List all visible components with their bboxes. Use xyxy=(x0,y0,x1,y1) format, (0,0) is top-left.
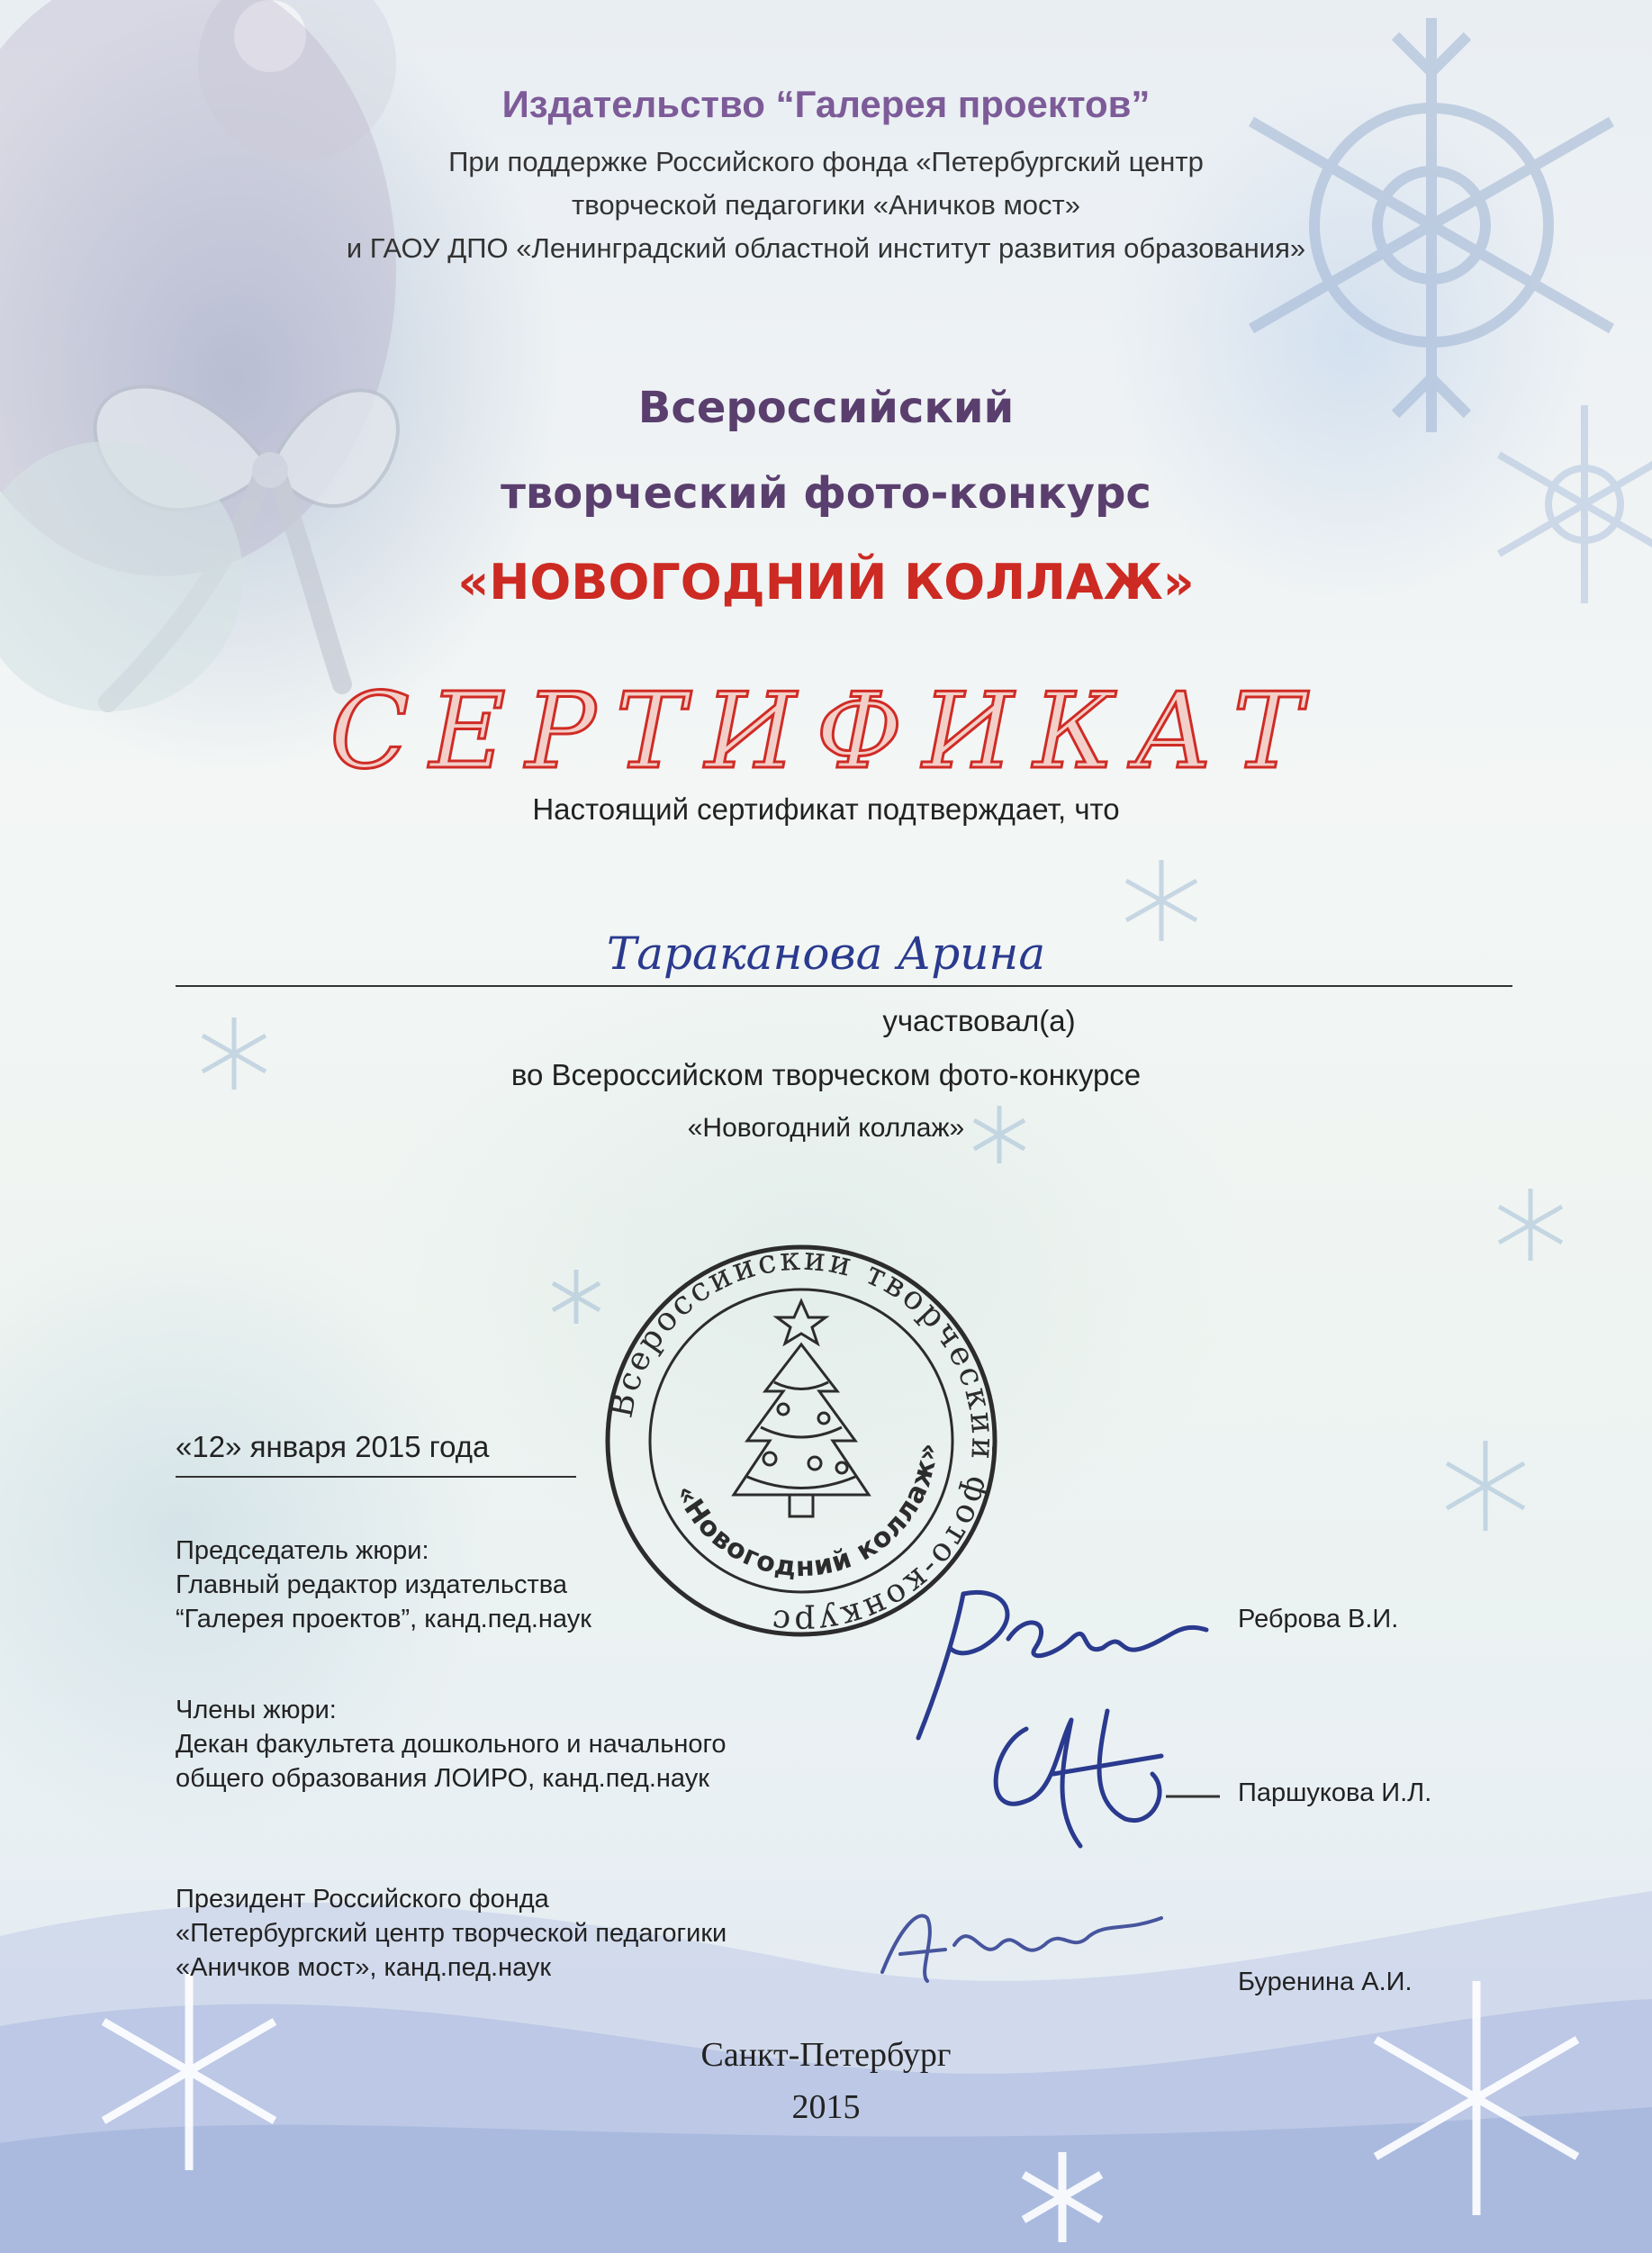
issue-date: «12» января 2015 года xyxy=(176,1430,490,1463)
contest-title-line-1: Всероссийский xyxy=(637,383,1015,433)
president-line-2: «Петербургский центр творческой педагогики xyxy=(176,1919,727,1948)
president-line-1: Президент Российского фонда xyxy=(176,1885,549,1914)
jury-chair-line-2: “Галерея проектов”, канд.пед.наук xyxy=(176,1605,591,1633)
jury-chair-name: Реброва В.И. xyxy=(1238,1605,1399,1633)
participated-text: участвовал(а) xyxy=(882,1004,1076,1037)
support-line-1: При поддержке Российского фонда «Петербургский центр xyxy=(448,146,1204,177)
jury-member-name: Паршукова И.Л. xyxy=(1238,1778,1432,1807)
stamp-inner-text: «Новогодний коллаж» xyxy=(668,1441,944,1584)
contest-name: «НОВОГОДНИЙ КОЛЛАЖ» xyxy=(457,554,1195,611)
jury-members-heading: Члены жюри: xyxy=(176,1696,337,1724)
signature-president xyxy=(864,1891,1188,1999)
recipient-name: Тараканова Арина xyxy=(606,927,1046,980)
contest-title-line-2: творческий фото-конкурс xyxy=(501,468,1151,519)
jury-chair-line-1: Главный редактор издательства xyxy=(176,1570,568,1599)
jury-chair-heading: Председатель жюри: xyxy=(176,1536,429,1565)
signature-member xyxy=(972,1693,1206,1864)
jury-member-line-2: общего образования ЛОИРО, канд.пед.наук xyxy=(176,1764,709,1793)
christmas-tree-icon xyxy=(734,1301,869,1516)
snowflake-decoration xyxy=(1251,18,1611,432)
stamp-outer-text: Всероссийский творческий фото-конкурс xyxy=(602,1240,1002,1642)
contest-participation-text: во Всероссийском творческом фото-конкурсе xyxy=(510,1058,1142,1091)
president-name: Буренина А.И. xyxy=(1238,1968,1413,1996)
support-line-2: творческой педагогики «Аничков мост» xyxy=(572,189,1080,221)
footer-year: 2015 xyxy=(791,2088,861,2126)
support-line-3: и ГАОУ ДПО «Ленинградский областной институт развития образования» xyxy=(346,232,1306,264)
jury-member-line-1: Декан факультета дошкольного и начального xyxy=(176,1730,727,1759)
contest-quoted-name: «Новогодний коллаж» xyxy=(687,1113,965,1143)
certificate-title: СЕРТИФИКАТ xyxy=(329,671,1323,792)
president-line-3: «Аничков мост», канд.пед.наук xyxy=(176,1953,552,1982)
footer-city: Санкт-Петербург xyxy=(700,2036,952,2074)
publisher-name: Издательство “Галерея проектов” xyxy=(501,83,1151,125)
confirmation-text: Настоящий сертификат подтверждает, что xyxy=(532,792,1120,826)
